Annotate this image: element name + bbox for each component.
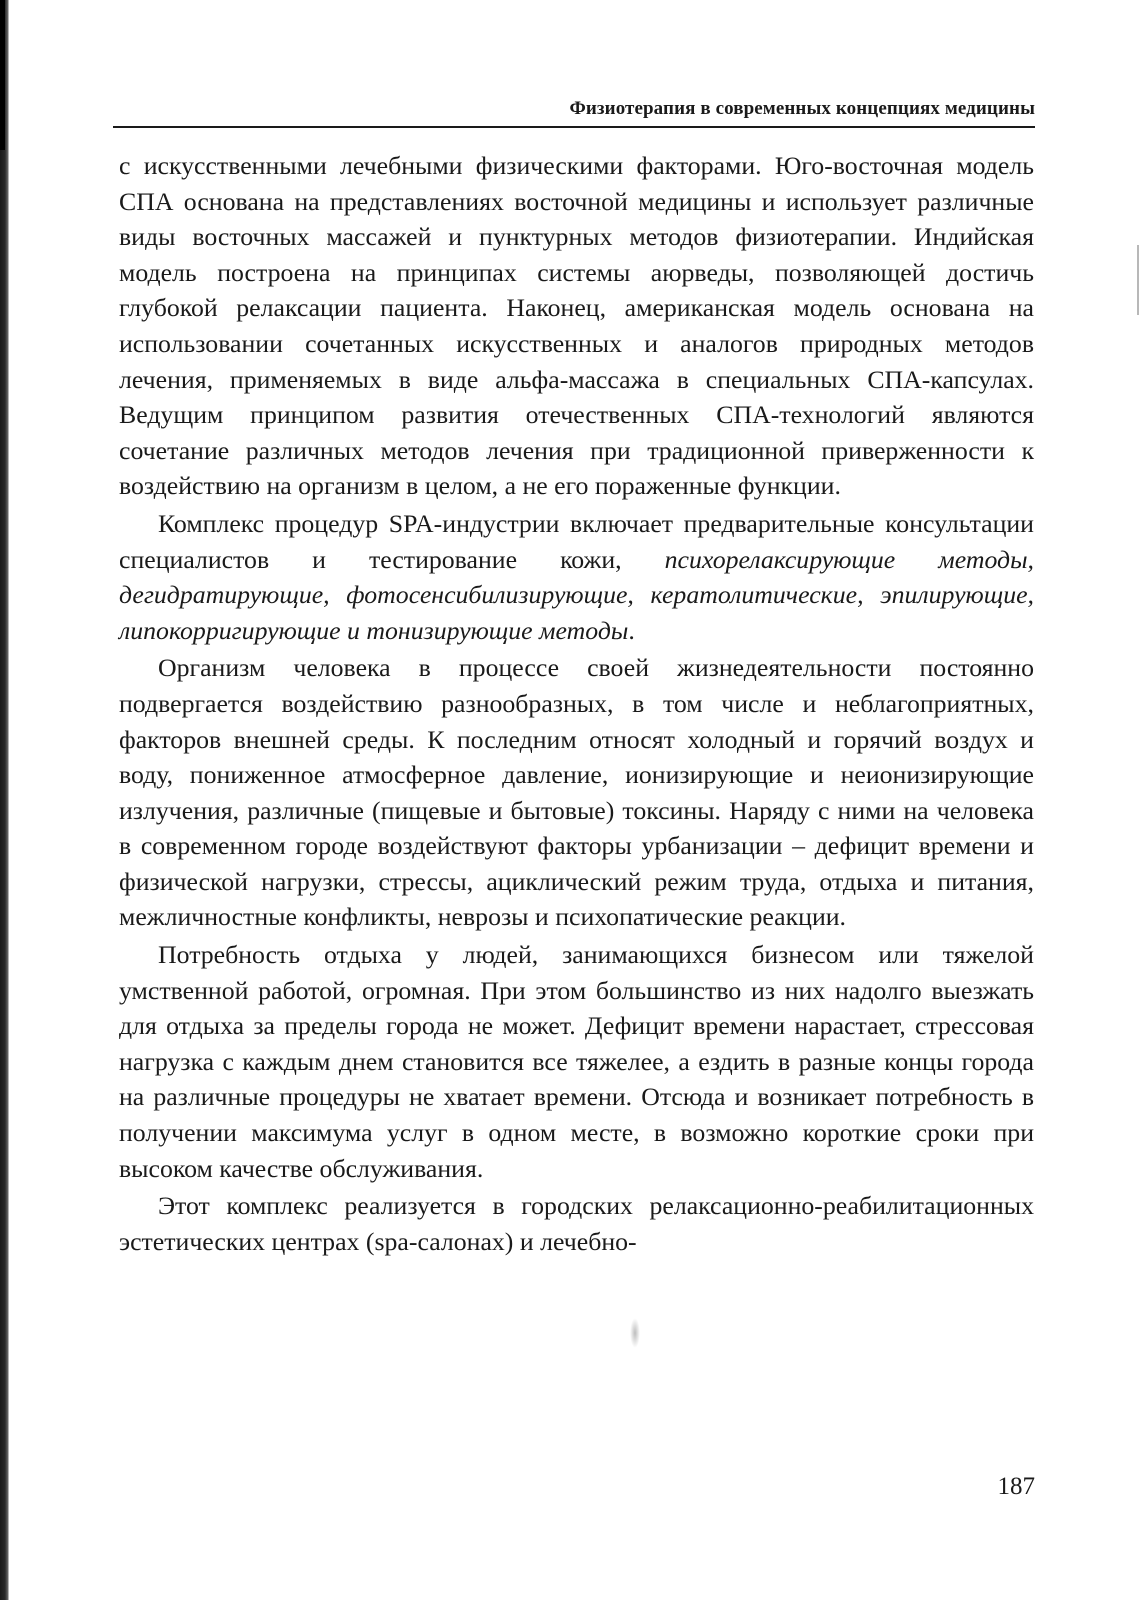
paragraph-text: с искусственными лечебными физическими факторами. Юго-восточная модель СПА основана на представлениях восточной медицины и использует различные виды восточных массажей и пунктурных методов физиотерапии. Индийская модель построена на принципах системы аюрведы, позволяющей достичь глубокой релаксации пациента. Наконец, американская модель основана на использовании сочетанных искусственных и аналогов природных методов лечения, применяемых в виде альфа-массажа в специальных СПА-капсулах. Ведущим принципом развития отечественных СПА-технологий являются сочетание различных методов лечения при традиционной приверженности к воздействию на организм в целом, а не его пораженные функции. bbox=[119, 151, 1034, 501]
paragraph-text: Этот комплекс реализуется в городских релаксационно-реабилитационных эстетических центрах (spa-салонах) и лечебно- bbox=[119, 1191, 1034, 1256]
paragraph-text: Организм человека в процессе своей жизнедеятельности постоянно подвергается воздействию разнообразных, в том числе и неблагоприятных, факторов внешней среды. К последним относят холодный и горячий воздух и воду, пониженное атмосферное давление, ионизирующие и неионизирующие излучения, различные (пищевые и бытовые) токсины. Наряду с ними на человека в современном городе воздействуют факторы урбанизации – дефицит времени и физической нагрузки, стрессы, ациклический режим труда, отдыха и питания, межличностные конфликты, неврозы и психопатические реакции. bbox=[119, 653, 1034, 932]
scan-smudge bbox=[630, 1318, 640, 1348]
paragraph-2 bbox=[119, 506, 1034, 648]
paragraph-text: Комплекс процедур SPA-индустрии включает предварительные консультации специалистов и тестирование кожи, bbox=[119, 508, 1034, 574]
running-header: Физиотерапия в современных концепциях медицины bbox=[113, 98, 1035, 128]
page-body bbox=[119, 148, 1034, 1259]
paragraph-text: Потребность отдыха у людей, занимающихся бизнесом или тяжелой умственной работой, огромная. При этом большинство из них надолго выезжать для отдыха за пределы города не может. Дефицит времени нарастает, стрессовая нагрузка с каждым днем становится все тяжелее, а ездить в разные концы города на различные процедуры не хватает времени. Отсюда и возникает потребность в получении максимума услуг в одном месте, в возможно короткие сроки при высоком качестве обслуживания. bbox=[119, 940, 1034, 1183]
italic-term-list: психорелаксирующие методы, дегидратирующие, фотосенсибилизирующие, кератолитические, эпилирующие, липокорригирующие и тонизирующие методы bbox=[119, 544, 1034, 645]
book-spine-shadow bbox=[0, 0, 9, 1600]
paragraph-5 bbox=[119, 1188, 1034, 1259]
page-number: 187 bbox=[997, 1473, 1035, 1500]
paragraph-text: . bbox=[628, 615, 635, 645]
paragraph-3 bbox=[119, 650, 1034, 935]
paragraph-4 bbox=[119, 937, 1034, 1186]
binding-edge bbox=[0, 0, 5, 150]
paragraph-1 bbox=[119, 148, 1034, 504]
